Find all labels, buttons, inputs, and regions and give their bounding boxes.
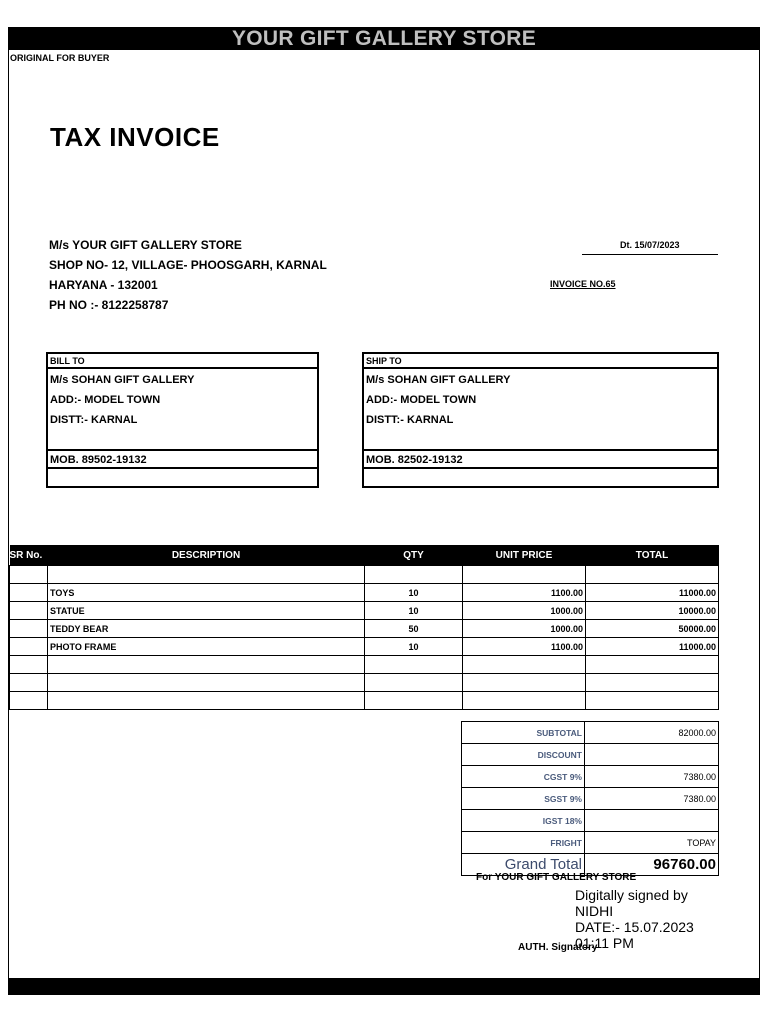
ship-to-name: M/s SOHAN GIFT GALLERY <box>366 374 511 386</box>
bill-to-district: DISTT:- KARNAL <box>50 414 138 426</box>
subtotal-value: 82000.00 <box>585 722 719 744</box>
discount-label: DISCOUNT <box>462 744 585 766</box>
seller-phone: PH NO :- 8122258787 <box>49 298 169 312</box>
ship-to-address: ADD:- MODEL TOWN <box>366 394 477 406</box>
cgst-value: 7380.00 <box>585 766 719 788</box>
table-row <box>10 674 719 692</box>
ship-to-heading: SHIP TO <box>364 354 717 369</box>
item-desc <box>48 656 365 674</box>
table-row <box>10 620 719 638</box>
item-qty: 10 <box>365 638 463 656</box>
for-store-label: For YOUR GIFT GALLERY STORE <box>476 872 637 883</box>
item-price: 1100.00 <box>463 638 586 656</box>
grand-total-value: 96760.00 <box>585 854 719 876</box>
item-price <box>463 656 586 674</box>
item-total <box>586 566 719 584</box>
col-unit-price: UNIT PRICE <box>463 545 586 566</box>
item-price <box>463 674 586 692</box>
invoice-number: INVOICE NO.65 <box>550 279 616 289</box>
item-price: 1000.00 <box>463 620 586 638</box>
bill-to-address: ADD:- MODEL TOWN <box>50 394 161 406</box>
item-total <box>586 674 719 692</box>
date-underline <box>582 254 718 255</box>
table-row <box>10 692 719 710</box>
table-row <box>10 656 719 674</box>
cgst-row <box>462 766 719 788</box>
grand-total-label: Grand Total <box>462 854 585 876</box>
subtotal-row <box>462 722 719 744</box>
item-desc: PHOTO FRAME <box>48 638 365 656</box>
item-price: 1000.00 <box>463 602 586 620</box>
item-total: 50000.00 <box>586 620 719 638</box>
item-desc: TEDDY BEAR <box>48 620 365 638</box>
invoice-date: Dt. 15/07/2023 <box>620 240 680 250</box>
col-total: TOTAL <box>586 545 719 566</box>
item-total: 10000.00 <box>586 602 719 620</box>
bill-to-mobile: MOB. 89502-19132 <box>48 449 317 469</box>
igst-value <box>585 810 719 832</box>
subtotal-label: SUBTOTAL <box>462 722 585 744</box>
seller-address-line2: HARYANA - 132001 <box>49 278 158 292</box>
cgst-label: CGST 9% <box>462 766 585 788</box>
table-row <box>10 566 719 584</box>
bill-to-box <box>46 352 319 488</box>
copy-type-label: ORIGINAL FOR BUYER <box>10 53 110 63</box>
discount-row <box>462 744 719 766</box>
ship-to-district: DISTT:- KARNAL <box>366 414 454 426</box>
item-qty <box>365 674 463 692</box>
item-qty <box>365 656 463 674</box>
item-qty <box>365 566 463 584</box>
items-table <box>9 545 719 710</box>
col-qty: QTY <box>365 545 463 566</box>
footer-bar <box>8 978 760 995</box>
totals-table <box>461 721 719 876</box>
item-desc <box>48 692 365 710</box>
fright-row <box>462 832 719 854</box>
sgst-label: SGST 9% <box>462 788 585 810</box>
item-qty <box>365 692 463 710</box>
item-price <box>463 566 586 584</box>
item-total <box>586 692 719 710</box>
item-desc <box>48 566 365 584</box>
signature-signer: NIDHI <box>575 903 614 919</box>
item-total: 11000.00 <box>586 584 719 602</box>
discount-value <box>585 744 719 766</box>
seller-address-line1: SHOP NO- 12, VILLAGE- PHOOSGARH, KARNAL <box>49 258 327 272</box>
item-desc: STATUE <box>48 602 365 620</box>
fright-value: TOPAY <box>585 832 719 854</box>
igst-label: IGST 18% <box>462 810 585 832</box>
signature-line: Digitally signed by <box>575 887 688 903</box>
item-desc: TOYS <box>48 584 365 602</box>
item-qty: 50 <box>365 620 463 638</box>
ship-to-box <box>362 352 719 488</box>
sgst-row <box>462 788 719 810</box>
igst-row <box>462 810 719 832</box>
store-name-heading: YOUR GIFT GALLERY STORE <box>231 27 537 50</box>
item-total <box>586 656 719 674</box>
signature-time: 01:11 PM <box>575 935 634 951</box>
document-title: TAX INVOICE <box>50 122 220 152</box>
ship-to-mobile: MOB. 82502-19132 <box>364 449 717 469</box>
items-header-row <box>10 545 719 566</box>
bill-to-name: M/s SOHAN GIFT GALLERY <box>50 374 195 386</box>
item-qty: 10 <box>365 584 463 602</box>
item-price <box>463 692 586 710</box>
table-row <box>10 638 719 656</box>
col-sr-no: SR No. <box>10 545 48 566</box>
bill-to-heading: BILL TO <box>48 354 317 369</box>
table-row <box>10 584 719 602</box>
sgst-value: 7380.00 <box>585 788 719 810</box>
table-row <box>10 602 719 620</box>
seller-name: M/s YOUR GIFT GALLERY STORE <box>49 238 242 252</box>
item-desc <box>48 674 365 692</box>
auth-signatory-label: AUTH. Signatory <box>518 942 598 953</box>
item-qty: 10 <box>365 602 463 620</box>
signature-date: DATE:- 15.07.2023 <box>575 919 694 935</box>
item-price: 1100.00 <box>463 584 586 602</box>
item-total: 11000.00 <box>586 638 719 656</box>
fright-label: FRIGHT <box>462 832 585 854</box>
col-description: DESCRIPTION <box>48 545 365 566</box>
